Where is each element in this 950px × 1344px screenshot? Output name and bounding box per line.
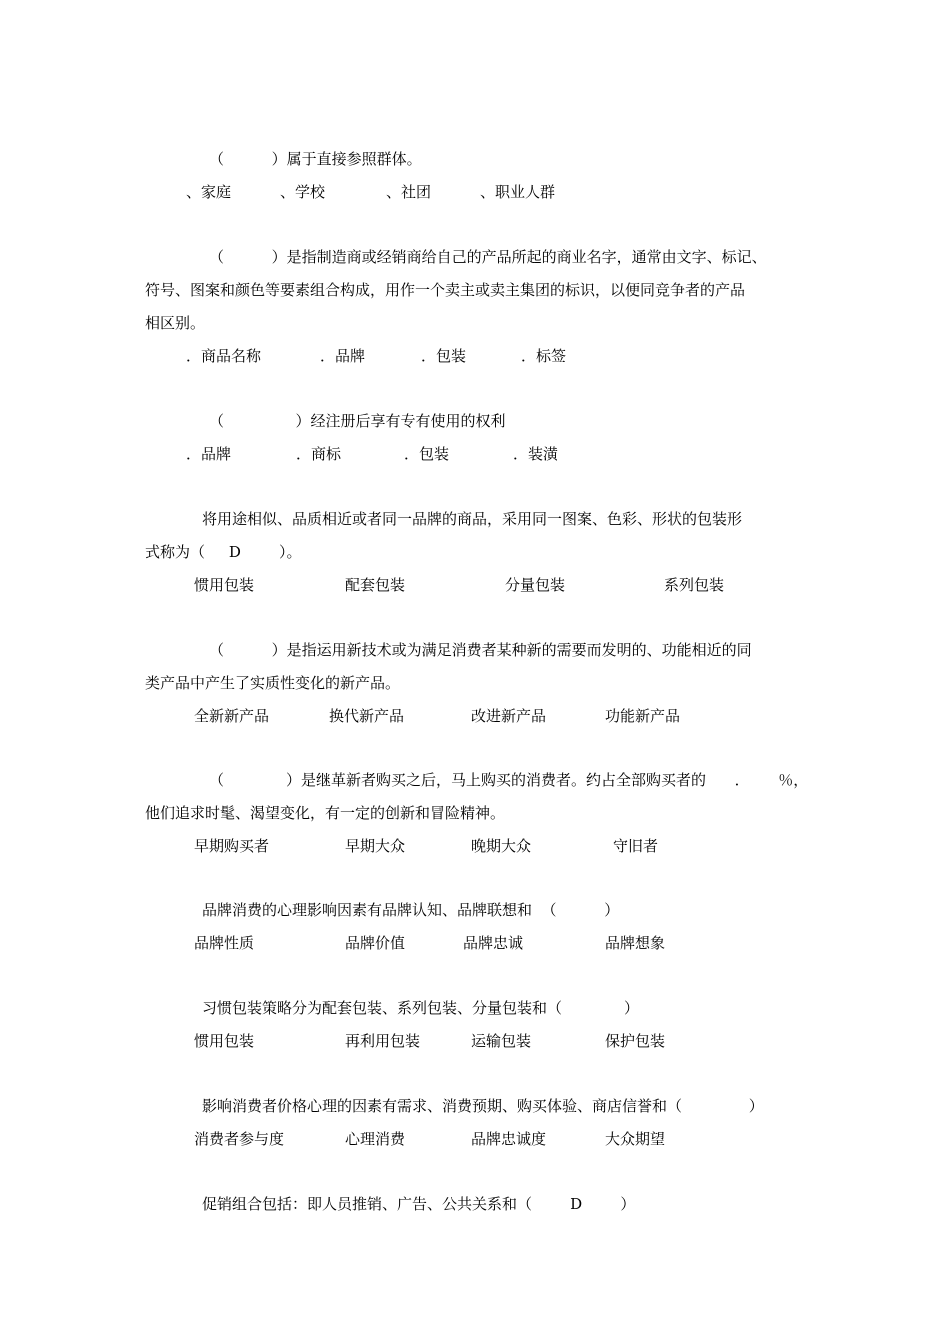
question-7-option-b: 品牌价值 bbox=[345, 934, 406, 952]
question-2-option-a: ．商品名称 bbox=[186, 347, 262, 365]
question-7-option-d: 品牌想象 bbox=[605, 934, 666, 952]
question-5-stem-line-2: 类产品中产生了实质性变化的新产品。 bbox=[145, 674, 401, 692]
question-3-option-c: ．包装 bbox=[404, 445, 450, 463]
question-8-option-d: 保护包装 bbox=[605, 1032, 666, 1050]
question-9-option-b: 心理消费 bbox=[345, 1130, 406, 1148]
question-9-stem: 影响消费者价格心理的因素有需求、消费预期、购买体验、商店信誉和（ ） bbox=[202, 1097, 764, 1115]
question-3-option-a: ．品牌 bbox=[186, 445, 232, 463]
question-6-option-c: 晚期大众 bbox=[471, 837, 532, 855]
question-6-option-a: 早期购买者 bbox=[194, 837, 270, 855]
question-1-option-a: 、家庭 bbox=[186, 183, 232, 201]
question-5-option-b: 换代新产品 bbox=[329, 707, 405, 725]
question-3-option-d: ．装潢 bbox=[513, 445, 559, 463]
question-3-stem: （ ）经注册后享有专有使用的权利 bbox=[209, 412, 506, 430]
question-9-option-c: 品牌忠诚度 bbox=[471, 1130, 547, 1148]
question-2-option-c: ．包装 bbox=[421, 347, 467, 365]
question-5-option-a: 全新新产品 bbox=[194, 707, 270, 725]
question-1-option-d: 、职业人群 bbox=[480, 183, 556, 201]
question-4-stem-line-2: 式称为（ D ）。 bbox=[145, 543, 302, 561]
question-4-option-a: 惯用包装 bbox=[194, 576, 255, 594]
question-6-option-b: 早期大众 bbox=[345, 837, 406, 855]
question-2-stem-line-2: 符号、图案和颜色等要素组合构成，用作一个卖主或卖主集团的标识，以便同竞争者的产品 bbox=[145, 281, 746, 299]
question-6-option-d: 守旧者 bbox=[613, 837, 659, 855]
question-2-option-d: ．标签 bbox=[521, 347, 567, 365]
question-9-option-d: 大众期望 bbox=[605, 1130, 666, 1148]
question-8-option-c: 运输包装 bbox=[471, 1032, 532, 1050]
question-5-option-d: 功能新产品 bbox=[605, 707, 681, 725]
question-7-option-c: 品牌忠诚 bbox=[463, 934, 524, 952]
question-8-option-a: 惯用包装 bbox=[194, 1032, 255, 1050]
question-1-stem: （ ）属于直接参照群体。 bbox=[209, 150, 422, 168]
question-4-option-c: 分量包装 bbox=[505, 576, 566, 594]
question-1-option-b: 、学校 bbox=[280, 183, 326, 201]
question-2-stem-line-3: 相区别。 bbox=[145, 314, 206, 332]
question-3-option-b: ．商标 bbox=[296, 445, 342, 463]
question-6-stem-line-1: （ ）是继革新者购买之后，马上购买的消费者。约占全部购买者的 ． ％， bbox=[209, 771, 809, 789]
question-4-option-d: 系列包装 bbox=[664, 576, 725, 594]
question-4-option-b: 配套包装 bbox=[345, 576, 406, 594]
question-2-stem-line-1: （ ）是指制造商或经销商给自己的产品所起的商业名字，通常由文字、标记、 bbox=[209, 248, 767, 266]
question-5-option-c: 改进新产品 bbox=[471, 707, 547, 725]
question-10-stem: 促销组合包括：即人员推销、广告、公共关系和（ D ） bbox=[202, 1195, 636, 1213]
question-8-stem: 习惯包装策略分为配套包装、系列包装、分量包装和（ ） bbox=[202, 999, 639, 1017]
question-5-stem-line-1: （ ）是指运用新技术或为满足消费者某种新的需要而发明的、功能相近的同 bbox=[209, 641, 752, 659]
question-7-stem: 品牌消费的心理影响因素有品牌认知、品牌联想和 （ ） bbox=[202, 901, 620, 919]
question-4-stem-line-1: 将用途相似、品质相近或者同一品牌的商品，采用同一图案、色彩、形状的包装形 bbox=[202, 510, 743, 528]
question-1-option-c: 、社团 bbox=[386, 183, 432, 201]
question-6-stem-line-2: 他们追求时髦、渴望变化，有一定的创新和冒险精神。 bbox=[145, 804, 506, 822]
question-8-option-b: 再利用包装 bbox=[345, 1032, 421, 1050]
question-7-option-a: 品牌性质 bbox=[194, 934, 255, 952]
question-9-option-a: 消费者参与度 bbox=[194, 1130, 285, 1148]
question-2-option-b: ．品牌 bbox=[320, 347, 366, 365]
